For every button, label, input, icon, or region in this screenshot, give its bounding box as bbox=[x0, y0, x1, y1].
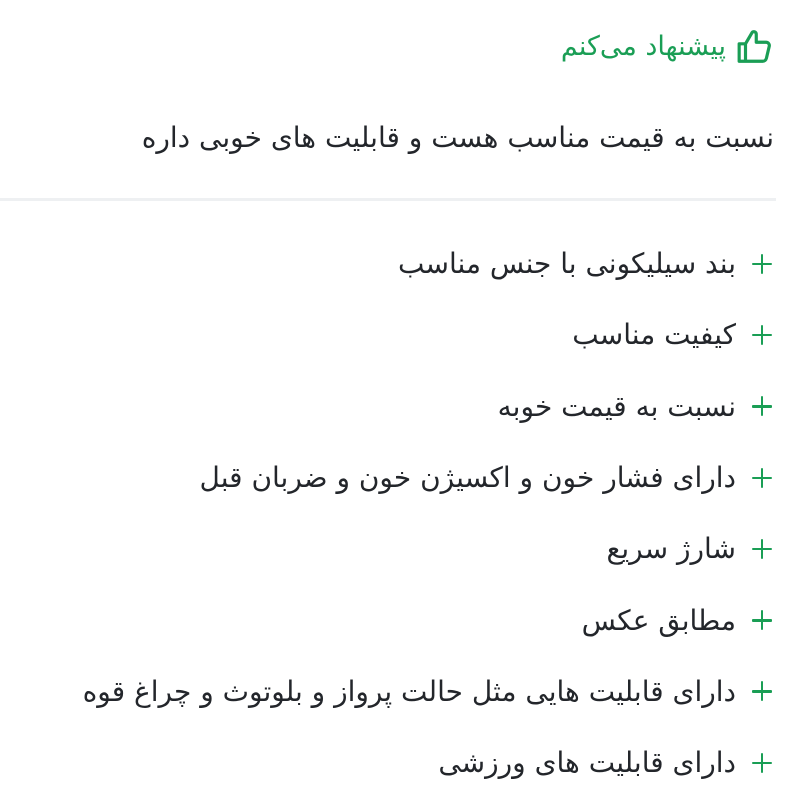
plus-icon bbox=[750, 252, 774, 276]
recommendation-label: پیشنهاد می‌کنم bbox=[560, 31, 726, 62]
review-comment: نسبت به قیمت مناسب هست و قابلیت های خوبی داره bbox=[141, 121, 774, 154]
pro-item-text: کیفیت مناسب bbox=[572, 318, 736, 352]
pro-item-text: بند سیلیکونی با جنس مناسب bbox=[398, 247, 736, 281]
pro-item-text: مطابق عکس bbox=[581, 603, 736, 637]
plus-icon bbox=[750, 466, 774, 490]
plus-icon bbox=[750, 394, 774, 418]
plus-icon bbox=[750, 608, 774, 632]
recommendation-badge bbox=[561, 24, 774, 70]
plus-icon bbox=[750, 323, 774, 347]
thumbs-up-icon bbox=[736, 28, 774, 66]
pros-list bbox=[20, 228, 774, 798]
plus-icon bbox=[750, 537, 774, 561]
pro-item-text: دارای فشار خون و اکسیژن خون و ضربان قبل bbox=[199, 461, 736, 495]
plus-icon bbox=[750, 679, 774, 703]
plus-icon bbox=[750, 751, 774, 775]
pro-item bbox=[20, 513, 774, 584]
pro-item-text: شارژ سریع bbox=[606, 532, 736, 566]
pro-item-text: دارای قابلیت هایی مثل حالت پرواز و بلوتوث و چراغ قوه bbox=[82, 674, 736, 708]
pro-item-text: دارای قابلیت های ورزشی bbox=[438, 746, 736, 780]
pro-item bbox=[20, 299, 774, 370]
pro-item bbox=[20, 228, 774, 299]
pro-item-text: نسبت به قیمت خوبه bbox=[497, 389, 736, 423]
pro-item bbox=[20, 584, 774, 655]
pro-item bbox=[20, 656, 774, 727]
pro-item bbox=[20, 371, 774, 442]
divider bbox=[0, 198, 776, 201]
pro-item bbox=[20, 442, 774, 513]
pro-item bbox=[20, 727, 774, 798]
